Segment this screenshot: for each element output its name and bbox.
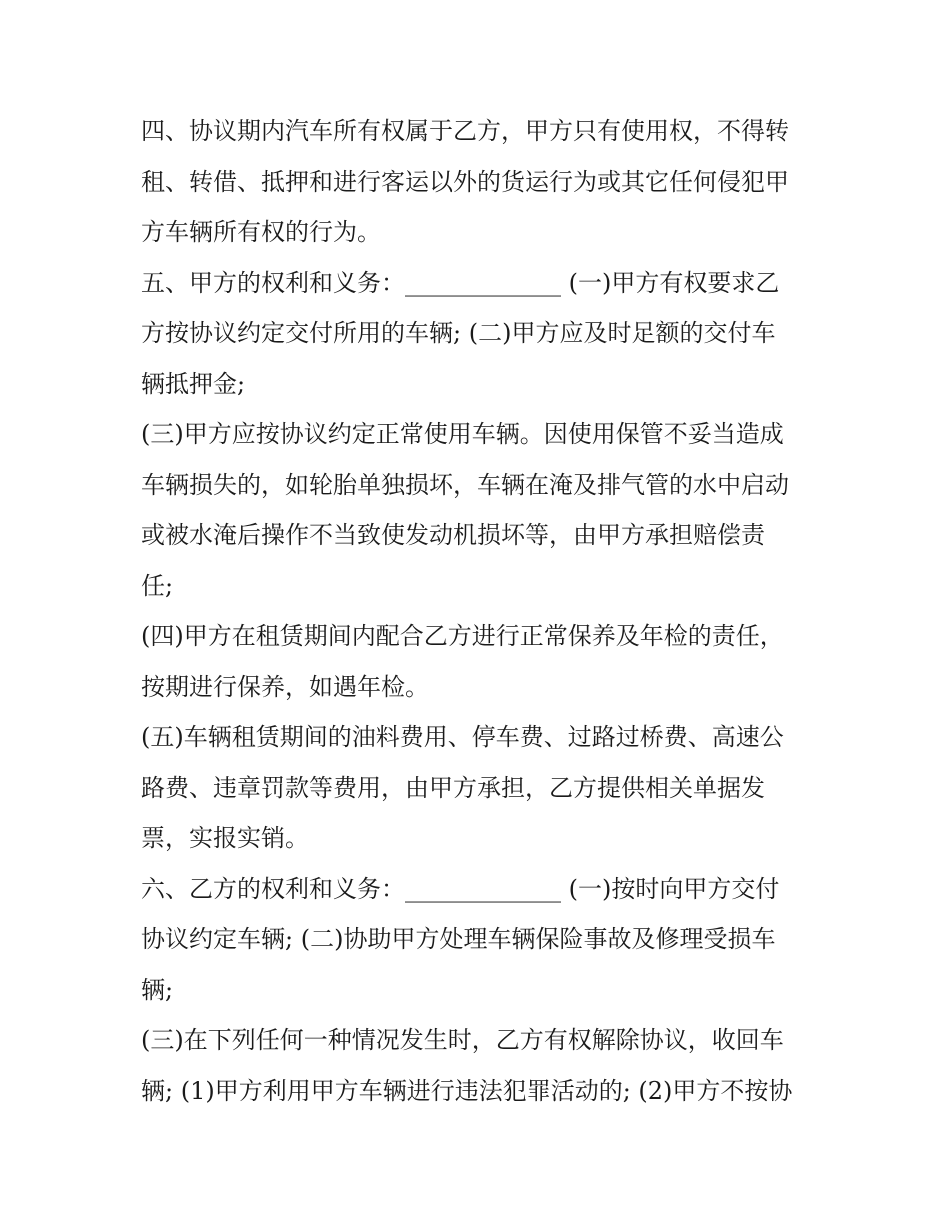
document-body	[141, 106, 813, 1116]
text-line: (四)甲方在租赁期间内配合乙方进行正常保养及年检的责任，	[141, 622, 784, 650]
text-line: 五、甲方的权利和义务：_____________ (一)甲方有权要求乙	[141, 268, 780, 297]
text-line: 四、协议期内汽车所有权属于乙方，甲方只有使用权，不得转	[141, 117, 789, 145]
text-line: 方车辆所有权的行为。	[141, 218, 381, 246]
text-line: 按期进行保养，如遇年检。	[141, 672, 429, 701]
text-line: 任;	[141, 571, 174, 600]
text-line: 辆抵押金;	[141, 369, 246, 398]
text-line: 车辆损失的，如轮胎单独损坏，车辆在淹及排气管的水中启动	[141, 470, 789, 499]
text-line: 路费、违章罚款等费用，由甲方承担，乙方提供相关单据发	[141, 773, 765, 802]
text-line: (五)车辆租赁期间的油料费用、停车费、过路过桥费、高速公	[141, 723, 784, 751]
text-line: 方按协议约定交付所用的车辆; (二)甲方应及时足额的交付车	[141, 319, 776, 347]
text-line: 协议约定车辆; (二)协助甲方处理车辆保险事故及修理受损车	[141, 925, 776, 953]
text-line: 六、乙方的权利和义务：_____________ (一)按时向甲方交付	[141, 874, 780, 903]
text-line: (三)甲方应按协议约定正常使用车辆。因使用保管不妥当造成	[141, 420, 784, 448]
text-line: 辆;	[141, 975, 174, 1004]
text-line: 票，实报实销。	[141, 824, 309, 852]
text-line: (三)在下列任何一种情况发生时，乙方有权解除协议，收回车	[141, 1026, 784, 1054]
text-line: 或被水淹后操作不当致使发动机损坏等，由甲方承担赔偿责	[141, 521, 765, 549]
text-line: 辆; (1)甲方利用甲方车辆进行违法犯罪活动的; (2)甲方不按协	[141, 1076, 793, 1105]
text-line: 租、转借、抵押和进行客运以外的货运行为或其它任何侵犯甲	[141, 167, 789, 196]
